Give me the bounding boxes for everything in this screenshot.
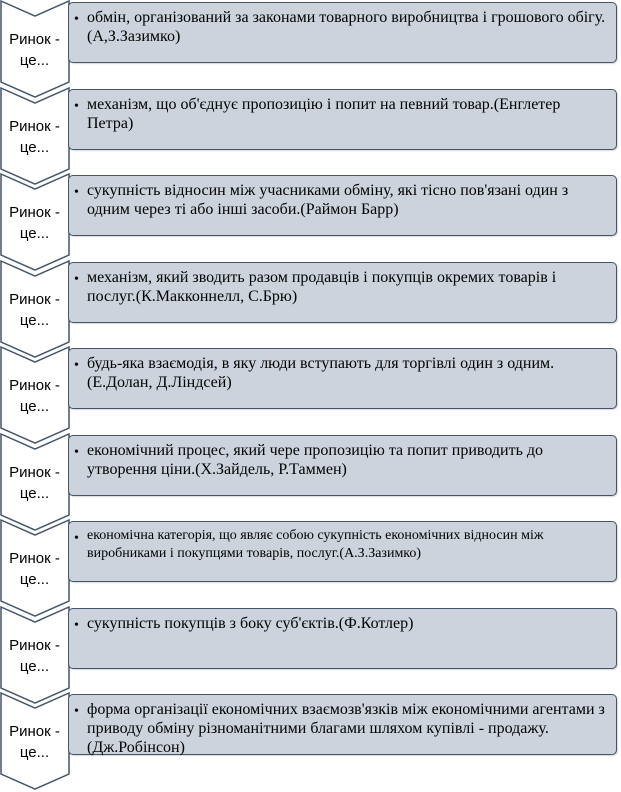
definition-text: сукупність відносин між учасниками обміну, які тісно пов'язані один з одним через ті або інші засоби.(Раймон Барр): [87, 182, 569, 218]
definition-text: обмін, організований за законами товарного виробництва і грошового обігу. (А,З.Зазимко): [87, 9, 606, 45]
chevron-label-line2: це...: [19, 311, 50, 329]
chevron-label: [0, 721, 69, 763]
definition-text: економічний процес, який чере пропозицію та попит приводить до утворення ціни.(Х.Зайдель, Р.Таммен): [87, 441, 544, 478]
chevron-label-line1: Ринок -: [9, 377, 60, 394]
chevron-label-line1: Ринок -: [9, 31, 60, 48]
definition-box: [68, 2, 617, 63]
chevron-label-line2: це...: [19, 398, 50, 415]
definition-text: економічна категорія, що являє собою сукупність економічних відносин між виробниками і покупцями товарів, послуг.(А.З.Зазимко): [87, 528, 544, 561]
bullet-icon: •: [74, 98, 79, 114]
bullet-icon: •: [74, 444, 79, 460]
chevron-label-line2: це...: [19, 571, 50, 588]
chevron-label: [0, 548, 69, 590]
definition-box: [68, 175, 617, 236]
chevron-label: [0, 202, 69, 244]
chevron-label: [0, 635, 69, 677]
chevron-label: [0, 375, 69, 417]
bullet-icon: •: [74, 704, 79, 719]
definition-row: [0, 0, 621, 86]
bullet-icon: •: [74, 617, 79, 633]
chevron-label-line1: Ринок -: [9, 290, 60, 308]
bullet-icon: •: [74, 271, 79, 287]
chevron-label: [0, 289, 69, 331]
definition-row: [0, 346, 621, 432]
definition-text: сукупність покупців з боку суб'єктів.(Ф.Котлер): [87, 614, 414, 632]
definition-text: механізм, що об'єднує пропозицію і попит на певний товар.(Енглетер Петра): [87, 95, 561, 132]
definition-text: форма організації економічних взаємозв'язків між економічними агентами з приводу обміну різноманітними благами шляхом купівлі - продажу.(Дж.Робінсон): [87, 701, 605, 756]
definition-row: [0, 260, 621, 346]
chevron-label-line1: Ринок -: [9, 723, 60, 740]
chevron-label-line2: це...: [19, 225, 50, 242]
definition-row: [0, 87, 621, 173]
definition-text: механізм, який зводить разом продавців і покупців окремих товарів і послуг.(К.Макконнелл, С.Брю): [87, 268, 557, 305]
definition-box: [68, 521, 617, 582]
chevron-label-line2: це...: [19, 52, 50, 69]
definition-box: [68, 89, 617, 150]
definition-box: [68, 348, 617, 409]
definition-row: [0, 173, 621, 259]
chevron-label-line1: Ринок -: [9, 117, 60, 135]
chevron-label: [0, 116, 69, 158]
chevron-label-line2: це...: [19, 138, 50, 156]
chevron-label-line1: Ринок -: [9, 636, 60, 654]
chevron-label: [0, 462, 69, 504]
chevron-label-line1: Ринок -: [9, 204, 60, 221]
chevron-label-line2: це...: [19, 657, 50, 675]
definition-row: [0, 692, 621, 778]
definition-box: [68, 694, 617, 755]
chevron-label: [0, 29, 69, 71]
chevron-label-line1: Ринок -: [9, 463, 60, 481]
bullet-icon: •: [74, 358, 79, 373]
definition-box: [68, 262, 617, 323]
definition-row: [0, 606, 621, 692]
bullet-icon: •: [74, 12, 79, 27]
bullet-icon: •: [74, 531, 79, 546]
definition-box: [68, 435, 617, 496]
definition-text: будь-яка взаємодія, в яку люди вступають для торгівлі один з одним.(Е.Долан, Д.Ліндсей): [87, 355, 555, 391]
definition-box: [68, 608, 617, 669]
chevron-label-line2: це...: [19, 484, 50, 502]
definition-row: [0, 519, 621, 605]
definition-row: [0, 433, 621, 519]
chevron-label-line2: це...: [19, 744, 50, 761]
chevron-label-line1: Ринок -: [9, 550, 60, 567]
bullet-icon: •: [74, 185, 79, 200]
